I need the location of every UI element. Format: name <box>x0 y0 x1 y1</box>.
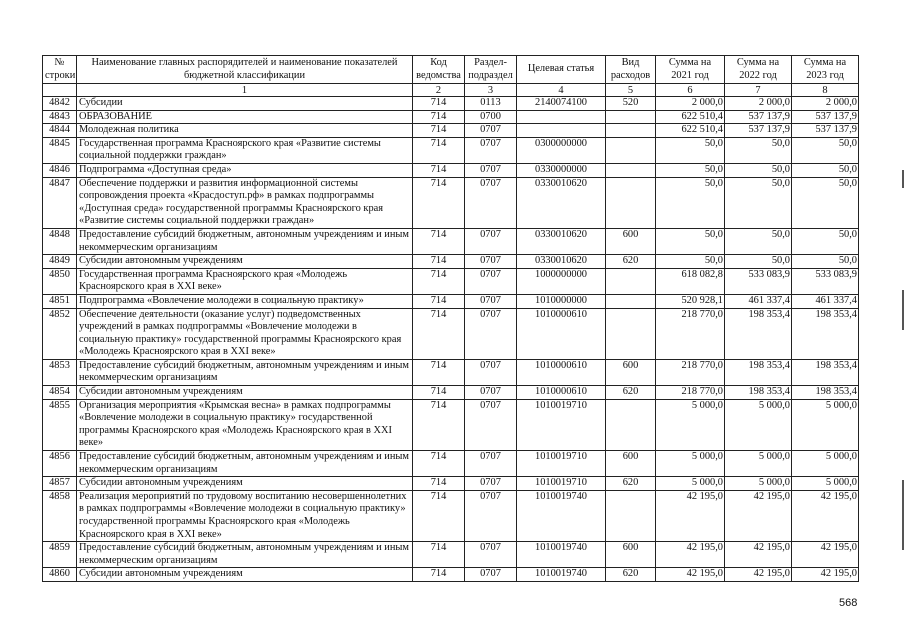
sum-2023: 198 353,4 <box>792 308 859 359</box>
row-name: Субсидии автономным учреждениям <box>77 477 413 491</box>
sum-2021: 622 510,4 <box>656 124 725 138</box>
sum-2021: 218 770,0 <box>656 359 725 385</box>
target-item-code: 2140074100 <box>517 97 606 111</box>
expense-type-code: 600 <box>606 542 656 568</box>
department-code: 714 <box>413 137 465 163</box>
table-row <box>43 399 859 450</box>
department-code: 714 <box>413 177 465 228</box>
section-code: 0707 <box>465 477 517 491</box>
department-code: 714 <box>413 451 465 477</box>
col-header-sum-2022: Сумма на 2022 год <box>725 56 792 84</box>
sum-2022: 50,0 <box>725 177 792 228</box>
col-number: 3 <box>465 84 517 97</box>
row-name: Организация мероприятия «Крымская весна» в рамках подпрограммы «Вовлечение молодежи в социальную практику» государственной программы Красноярского края «Молодежь Красноярского края в XXI веке» <box>77 399 413 450</box>
section-code: 0707 <box>465 177 517 228</box>
section-code: 0707 <box>465 308 517 359</box>
sum-2022: 5 000,0 <box>725 477 792 491</box>
sum-2022: 5 000,0 <box>725 399 792 450</box>
section-code: 0707 <box>465 228 517 254</box>
target-item-code: 1010019710 <box>517 399 606 450</box>
col-header-name: Наименование главных распорядителей и наименование показателей бюджетной классификации <box>77 56 413 84</box>
row-name: Предоставление субсидий бюджетным, автономным учреждениям и иным некоммерческим организациям <box>77 542 413 568</box>
sum-2021: 2 000,0 <box>656 97 725 111</box>
expense-type-code: 620 <box>606 568 656 582</box>
expense-type-code: 600 <box>606 451 656 477</box>
section-code: 0707 <box>465 359 517 385</box>
table-row <box>43 568 859 582</box>
expense-type-code: 620 <box>606 386 656 400</box>
row-number: 4851 <box>43 294 77 308</box>
sum-2023: 5 000,0 <box>792 451 859 477</box>
expense-type-code <box>606 490 656 541</box>
sum-2023: 50,0 <box>792 137 859 163</box>
sum-2021: 622 510,4 <box>656 110 725 124</box>
row-name: Предоставление субсидий бюджетным, автономным учреждениям и иным некоммерческим организациям <box>77 359 413 385</box>
sum-2022: 50,0 <box>725 137 792 163</box>
table-row <box>43 386 859 400</box>
sum-2021: 218 770,0 <box>656 308 725 359</box>
sum-2021: 50,0 <box>656 163 725 177</box>
expense-type-code <box>606 137 656 163</box>
table-row <box>43 268 859 294</box>
department-code: 714 <box>413 268 465 294</box>
department-code: 714 <box>413 163 465 177</box>
col-header-sum-2021: Сумма на 2021 год <box>656 56 725 84</box>
department-code: 714 <box>413 308 465 359</box>
sum-2022: 42 195,0 <box>725 542 792 568</box>
row-number: 4847 <box>43 177 77 228</box>
table-row <box>43 542 859 568</box>
sum-2023: 50,0 <box>792 177 859 228</box>
department-code: 714 <box>413 110 465 124</box>
row-number: 4852 <box>43 308 77 359</box>
table-row <box>43 110 859 124</box>
row-number: 4856 <box>43 451 77 477</box>
row-name: Субсидии автономным учреждениям <box>77 386 413 400</box>
expense-type-code <box>606 124 656 138</box>
row-number: 4846 <box>43 163 77 177</box>
department-code: 714 <box>413 359 465 385</box>
section-code: 0707 <box>465 255 517 269</box>
row-name: Субсидии автономным учреждениям <box>77 568 413 582</box>
header-row <box>43 56 859 84</box>
col-header-row-number: № строки <box>43 56 77 84</box>
section-code: 0707 <box>465 137 517 163</box>
section-code: 0113 <box>465 97 517 111</box>
department-code: 714 <box>413 124 465 138</box>
row-name: Подпрограмма «Доступная среда» <box>77 163 413 177</box>
sum-2021: 618 082,8 <box>656 268 725 294</box>
department-code: 714 <box>413 477 465 491</box>
row-name: Молодежная политика <box>77 124 413 138</box>
table-row <box>43 490 859 541</box>
department-code: 714 <box>413 255 465 269</box>
row-number: 4842 <box>43 97 77 111</box>
scan-edge-mark <box>902 170 904 188</box>
sum-2021: 5 000,0 <box>656 477 725 491</box>
col-number: 2 <box>413 84 465 97</box>
section-code: 0707 <box>465 490 517 541</box>
sum-2021: 218 770,0 <box>656 386 725 400</box>
section-code: 0707 <box>465 542 517 568</box>
row-name: Государственная программа Красноярского края «Молодежь Красноярского края в XXI веке» <box>77 268 413 294</box>
target-item-code: 1010019740 <box>517 542 606 568</box>
sum-2022: 2 000,0 <box>725 97 792 111</box>
sum-2023: 5 000,0 <box>792 399 859 450</box>
department-code: 714 <box>413 97 465 111</box>
col-number: 7 <box>725 84 792 97</box>
row-number: 4855 <box>43 399 77 450</box>
sum-2023: 50,0 <box>792 255 859 269</box>
target-item-code: 1010019740 <box>517 568 606 582</box>
expense-type-code: 520 <box>606 97 656 111</box>
sum-2023: 2 000,0 <box>792 97 859 111</box>
row-name: Подпрограмма «Вовлечение молодежи в социальную практику» <box>77 294 413 308</box>
col-header-section: Раздел-подраздел <box>465 56 517 84</box>
table-row <box>43 308 859 359</box>
col-number: 6 <box>656 84 725 97</box>
table-row <box>43 255 859 269</box>
target-item-code: 0330000000 <box>517 163 606 177</box>
row-name: Предоставление субсидий бюджетным, автономным учреждениям и иным некоммерческим организациям <box>77 451 413 477</box>
scan-edge-mark <box>902 480 904 550</box>
table-row <box>43 228 859 254</box>
target-item-code: 1010000610 <box>517 308 606 359</box>
section-code: 0707 <box>465 451 517 477</box>
budget-table-sheet <box>42 55 858 582</box>
target-item-code: 0330010620 <box>517 177 606 228</box>
expense-type-code: 620 <box>606 477 656 491</box>
table-row <box>43 451 859 477</box>
sum-2022: 461 337,4 <box>725 294 792 308</box>
sum-2022: 537 137,9 <box>725 110 792 124</box>
row-number: 4848 <box>43 228 77 254</box>
row-number: 4844 <box>43 124 77 138</box>
table-row <box>43 177 859 228</box>
department-code: 714 <box>413 399 465 450</box>
row-name: Обеспечение деятельности (оказание услуг) подведомственных учреждений в рамках подпрограммы «Вовлечение молодежи в социальную практику» государственной программы Красноярского края «Молодежь Красноярского края в XXI веке» <box>77 308 413 359</box>
row-name: Субсидии автономным учреждениям <box>77 255 413 269</box>
row-number: 4854 <box>43 386 77 400</box>
sum-2023: 198 353,4 <box>792 386 859 400</box>
sum-2021: 5 000,0 <box>656 451 725 477</box>
target-item-code: 0330010620 <box>517 255 606 269</box>
row-number: 4860 <box>43 568 77 582</box>
sum-2022: 533 083,9 <box>725 268 792 294</box>
scan-edge-mark <box>902 290 904 330</box>
section-code: 0707 <box>465 124 517 138</box>
row-number: 4858 <box>43 490 77 541</box>
sum-2023: 5 000,0 <box>792 477 859 491</box>
row-number: 4843 <box>43 110 77 124</box>
department-code: 714 <box>413 542 465 568</box>
row-name: Предоставление субсидий бюджетным, автономным учреждениям и иным некоммерческим организациям <box>77 228 413 254</box>
expense-type-code <box>606 308 656 359</box>
section-code: 0707 <box>465 399 517 450</box>
expense-type-code: 600 <box>606 228 656 254</box>
row-number: 4850 <box>43 268 77 294</box>
target-item-code: 1010000610 <box>517 386 606 400</box>
section-code: 0707 <box>465 568 517 582</box>
table-row <box>43 124 859 138</box>
target-item-code <box>517 124 606 138</box>
sum-2023: 198 353,4 <box>792 359 859 385</box>
row-name: ОБРАЗОВАНИЕ <box>77 110 413 124</box>
department-code: 714 <box>413 294 465 308</box>
sum-2023: 461 337,4 <box>792 294 859 308</box>
sum-2021: 50,0 <box>656 228 725 254</box>
expense-type-code <box>606 268 656 294</box>
table-row <box>43 294 859 308</box>
target-item-code: 0330010620 <box>517 228 606 254</box>
row-number: 4845 <box>43 137 77 163</box>
sum-2022: 537 137,9 <box>725 124 792 138</box>
department-code: 714 <box>413 568 465 582</box>
expense-type-code: 620 <box>606 255 656 269</box>
col-number: 1 <box>77 84 413 97</box>
budget-table <box>42 55 859 582</box>
expense-type-code <box>606 110 656 124</box>
row-number: 4853 <box>43 359 77 385</box>
sum-2021: 50,0 <box>656 177 725 228</box>
section-code: 0700 <box>465 110 517 124</box>
department-code: 714 <box>413 228 465 254</box>
expense-type-code <box>606 163 656 177</box>
sum-2023: 50,0 <box>792 163 859 177</box>
department-code: 714 <box>413 386 465 400</box>
sum-2021: 50,0 <box>656 137 725 163</box>
sum-2022: 50,0 <box>725 255 792 269</box>
col-header-sum-2023: Сумма на 2023 год <box>792 56 859 84</box>
sum-2021: 42 195,0 <box>656 490 725 541</box>
sum-2022: 42 195,0 <box>725 568 792 582</box>
section-code: 0707 <box>465 268 517 294</box>
target-item-code: 0300000000 <box>517 137 606 163</box>
col-number: 4 <box>517 84 606 97</box>
sum-2023: 537 137,9 <box>792 110 859 124</box>
table-row <box>43 163 859 177</box>
target-item-code: 1010019710 <box>517 451 606 477</box>
row-number: 4857 <box>43 477 77 491</box>
sum-2021: 42 195,0 <box>656 568 725 582</box>
expense-type-code <box>606 399 656 450</box>
target-item-code: 1000000000 <box>517 268 606 294</box>
row-number: 4849 <box>43 255 77 269</box>
page-number: 568 <box>839 597 858 609</box>
section-code: 0707 <box>465 163 517 177</box>
sum-2022: 198 353,4 <box>725 359 792 385</box>
table-row <box>43 137 859 163</box>
expense-type-code <box>606 177 656 228</box>
sum-2022: 198 353,4 <box>725 308 792 359</box>
sum-2022: 5 000,0 <box>725 451 792 477</box>
col-number <box>43 84 77 97</box>
target-item-code: 1010019740 <box>517 490 606 541</box>
section-code: 0707 <box>465 386 517 400</box>
col-number: 5 <box>606 84 656 97</box>
row-number: 4859 <box>43 542 77 568</box>
sum-2022: 42 195,0 <box>725 490 792 541</box>
sum-2021: 50,0 <box>656 255 725 269</box>
sum-2022: 198 353,4 <box>725 386 792 400</box>
target-item-code: 1010019710 <box>517 477 606 491</box>
sum-2021: 520 928,1 <box>656 294 725 308</box>
sum-2022: 50,0 <box>725 163 792 177</box>
sum-2021: 5 000,0 <box>656 399 725 450</box>
target-item-code: 1010000000 <box>517 294 606 308</box>
table-row <box>43 97 859 111</box>
row-name: Государственная программа Красноярского края «Развитие системы социальной поддержки граждан» <box>77 137 413 163</box>
row-name: Реализация мероприятий по трудовому воспитанию несовершеннолетних в рамках подпрограммы «Вовлечение молодежи в социальную практику» государственной программы Красноярского края «Молодежь Красноярского края в XXI веке» <box>77 490 413 541</box>
row-name: Субсидии <box>77 97 413 111</box>
table-row <box>43 359 859 385</box>
sum-2023: 537 137,9 <box>792 124 859 138</box>
section-code: 0707 <box>465 294 517 308</box>
target-item-code <box>517 110 606 124</box>
sum-2022: 50,0 <box>725 228 792 254</box>
target-item-code: 1010000610 <box>517 359 606 385</box>
column-number-row <box>43 84 859 97</box>
sum-2023: 42 195,0 <box>792 568 859 582</box>
row-name: Обеспечение поддержки и развития информационной системы сопровождения проекта «Красдоступ.рф» в рамках подпрограммы «Доступная среда» государственной программы Красноярского края «Развитие системы социальной поддержки граждан» <box>77 177 413 228</box>
sum-2023: 42 195,0 <box>792 490 859 541</box>
col-header-expense-type: Вид расходов <box>606 56 656 84</box>
col-header-department-code: Код ведомства <box>413 56 465 84</box>
expense-type-code: 600 <box>606 359 656 385</box>
sum-2023: 533 083,9 <box>792 268 859 294</box>
sum-2021: 42 195,0 <box>656 542 725 568</box>
col-number: 8 <box>792 84 859 97</box>
sum-2023: 50,0 <box>792 228 859 254</box>
expense-type-code <box>606 294 656 308</box>
sum-2023: 42 195,0 <box>792 542 859 568</box>
col-header-target-item: Целевая статья <box>517 56 606 84</box>
department-code: 714 <box>413 490 465 541</box>
table-row <box>43 477 859 491</box>
